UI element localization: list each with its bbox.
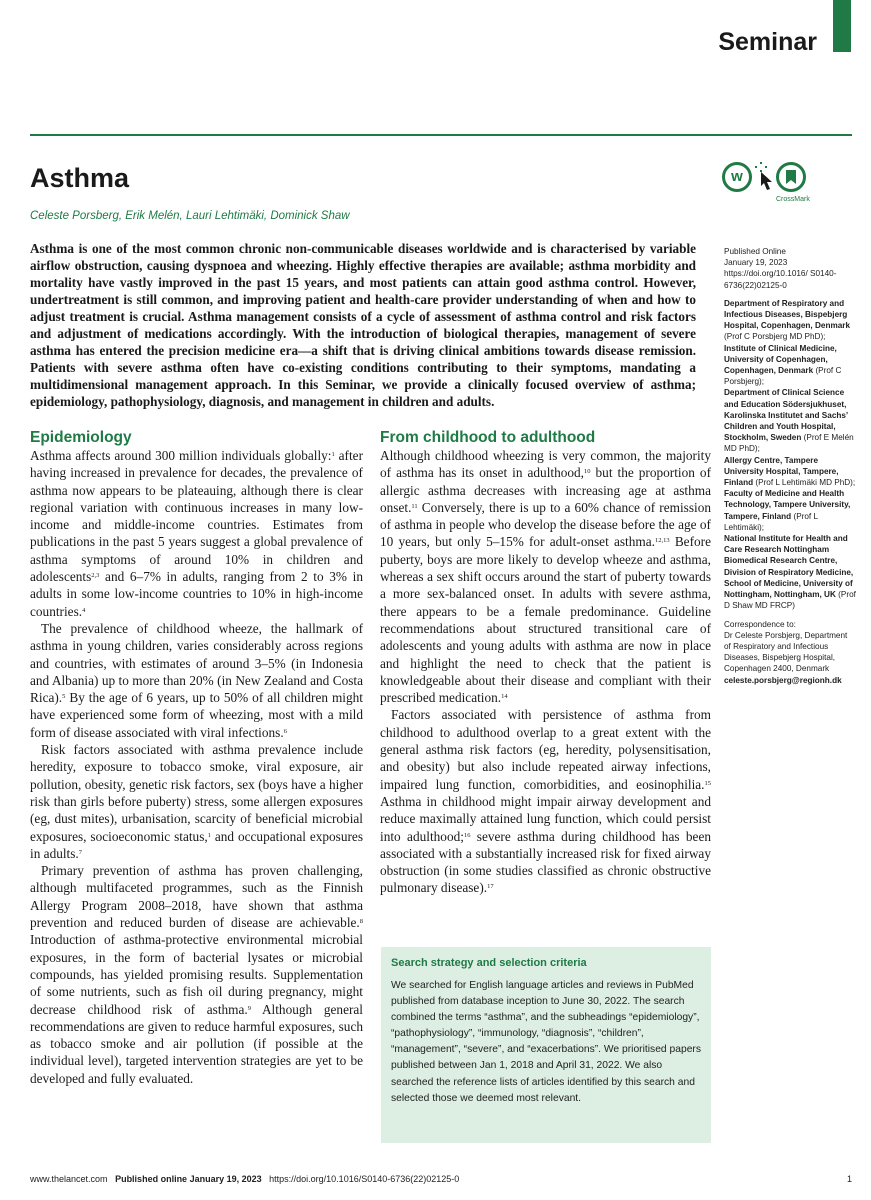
oa-icon[interactable]: w: [722, 162, 752, 192]
article-title: Asthma: [30, 163, 130, 193]
paragraph: Risk factors associated with asthma prevalence include heredity, exposure to tobacco smoke, viral exposure, air pollution, obesity, genetic risk factors, sex (boys have a higher risk than girls before puberty) stress, some allergen exposures (eg, dust mites), urbanisation, scarcity of beneficial microbial exposures, socioeconomic status,$^1$ and occupational exposures in adults.$^7$: [30, 742, 364, 861]
paragraph: Asthma affects around 300 million individuals globally:$^1$ after having increased in prevalence for decades, the prevalence of asthma now appears to be plateauing, although there is clear regional variation with continuous increases in many low-income and middle-income countries. Estimates from publications in the past 5 years suggest a global prevalence of asthma symptoms of around 10% in children and adolescents$^{2,3}$ and 6–7% in adults, ranging from 2 to 3% in adults in some low-income countries to 10% in high-income countries.$^4$: [30, 448, 364, 619]
author-list: Celeste Porsberg, Erik Melén, Lauri Lehtimäki, Dominick Shaw: [30, 210, 350, 222]
footer-doi[interactable]: https://doi.org/10.1016/S0140-6736(22)02125-0: [269, 1174, 460, 1184]
childhood-heading: From childhood to adulthood: [380, 429, 596, 446]
page-footer: [30, 1174, 852, 1184]
correspondence-email[interactable]: celeste.porsbjerg@regionh.dk: [724, 675, 842, 685]
search-strategy-panel: [381, 947, 711, 1143]
cursor-icon: [755, 160, 775, 192]
section-color-tab: [833, 0, 851, 52]
footer-site[interactable]: www.thelancet.com: [30, 1174, 108, 1184]
published-label: Published Online: [724, 247, 786, 256]
affiliation: National Institute for Health and Care Research Nottingham Biomedical Research Centre, Division of Respiratory Medicine, School of Medicine, University of Nottingham, Nottingham, UK (Prof D Shaw MD FRCP): [724, 534, 856, 611]
crossmark-icon[interactable]: [776, 162, 806, 192]
doi-link[interactable]: https://doi.org/10.1016/ S0140-6736(22)02125-0: [724, 269, 837, 290]
correspondence-address: Dr Celeste Porsbjerg, Department of Respiratory and Infectious Diseases, Bispebjerg Hospital, Copenhagen 2400, Denmark: [724, 630, 848, 674]
affiliation: Department of Respiratory and Infectious Diseases, Bispebjerg Hospital, Copenhagen, Denmark (Prof C Porsbjerg MD PhD);: [724, 298, 851, 342]
article-badges: [722, 160, 812, 206]
header-rule: [30, 134, 852, 136]
paragraph: The prevalence of childhood wheeze, the hallmark of asthma in young children, varies considerably across regions and countries, with estimates of around 3–5% (in Indonesia and Albania) up to more than 20% (in New Zealand and Costa Rica).$^5$ By the age of 6 years, up to 50% of all children might have experienced some form of wheezing, most with a mild form of disease associated with viral infections.$^6$: [30, 620, 363, 740]
epidemiology-column: [30, 429, 363, 1087]
affiliation: Allergy Centre, Tampere University Hospital, Tampere, Finland (Prof L Lehtimäki MD PhD);: [724, 455, 856, 488]
published-date: January 19, 2023: [724, 258, 788, 268]
paragraph: Factors associated with persistence of asthma from childhood to adulthood overlap to a great extent with the general asthma risk factors (eg, heredity, polysensitisation, and obesity) but also include repeated airway infections, impaired lung function, comorbidities, and eosinophilia.$^{15}$ Asthma in childhood might impair airway development and reduce maximally attained lung function, which could persist into adulthood;$^{16}$ severe asthma during childhood has been associated with a substantially increased risk for fixed airway obstruction (in some studies classified as chronic obstructive pulmonary disease).$^{17}$: [380, 707, 711, 896]
section-label: Seminar: [718, 28, 817, 56]
abstract: Asthma is one of the most common chronic non-communicable diseases worldwide and is characterised by variable airflow obstruction, causing dyspnoea and wheezing. Highly effective therapies are available; asthma morbidity and mortality have vastly improved in the past 15 years, and most patients can attain good asthma control. However, undertreatment is still common, and improving patient and health-care provider understanding of when and how to adjust treatment is crucial. Asthma management consists of a cycle of assessment of asthma control and risk factors and adjustment of medications accordingly. With the introduction of biological therapies, management of severe asthma has entered the precision medicine era—a shift that is driving clinical ambitions towards disease remission. Patients with severe asthma often have co-existing conditions contributing to their symptoms, mandating a multidimensional management approach. In this Seminar, we provide a clinically focused overview of asthma; epidemiology, pathophysiology, diagnosis, and management in children and adults.: [30, 241, 696, 410]
crossmark-label: CrossMark: [776, 196, 810, 203]
footer-published: Published online January 19, 2023: [115, 1174, 262, 1184]
page-number: 1: [846, 1174, 852, 1184]
affiliation: Department of Clinical Science and Education Södersjukhuset, Karolinska Institutet and Sachs’ Children and Youth Hospital, Stockholm, Sweden (Prof E Melén MD PhD);: [724, 388, 854, 454]
childhood-column: [380, 429, 711, 897]
paragraph: Primary prevention of asthma has proven challenging, although multifaceted programmes, such as the Finnish Allergy Program 2008–2018, have shown that asthma prevention and reduced burden of disease are achievable.$^8$ Introduction of asthma-protective environmental microbial exposures, in the form of bacterial lysates or microbial compounds, has yielded promising results. Supplementation of some nutrients, such as fish oil during pregnancy, might decrease childhood risk of asthma.$^9$ Although general recommendations are given to reduce harmful exposures, such as tobacco smoke and air pollution (if possible at the individual level), targeted intervention strategies are yet to be developed and fully evaluated.: [30, 863, 363, 1086]
paragraph: Although childhood wheezing is very common, the majority of asthma has its onset in adulthood,$^{10}$ but the proportion of allergic asthma decreases with increasing age at asthma onset.$^{11}$ Conversely, there is up to a 60% chance of remission of asthma in people who develop the disease before the age of 10 years, but only 5–15% for adult-onset asthma.$^{12,13}$ Before puberty, boys are more likely to develop wheeze and asthma, whereas a sex shift occurs around the start of puberty towards a more sex-balanced onset. In adults with severe asthma, there appears to be a female predominance. Guideline recommendations about structured transitional care of adolescents and young adults with asthma are now in place and highlight the need to check that the patient is knowledgeable about their disease and compliant with their prescribed medication.$^{14}$: [380, 448, 712, 706]
affiliation: Faculty of Medicine and Health Technology, Tampere University, Tampere, Finland (Prof L Lehtimäki);: [724, 489, 851, 532]
search-strategy-title: Search strategy and selection criteria: [391, 957, 587, 969]
search-strategy-body: We searched for English language articles and reviews in PubMed published from database inception to June 30, 2022. The search combined the terms “asthma”, and the subheadings “epidemiology”, “pathophysiology”, “immunology, “diagnosis”, “children”, “management”, “severe”, and “exacerbations”. We prioritised papers published between Jan 1, 2018 and April 31, 2022. We also searched the reference lists of articles identified by this search and selected those we deemed most relevant.: [391, 980, 701, 1104]
sidebar-notes: [724, 246, 856, 686]
correspondence-label: Correspondence to:: [724, 619, 796, 629]
affiliation: Institute of Clinical Medicine, University of Copenhagen, Copenhagen, Denmark (Prof C Porsbjerg);: [724, 343, 842, 387]
epidemiology-heading: Epidemiology: [30, 429, 132, 446]
